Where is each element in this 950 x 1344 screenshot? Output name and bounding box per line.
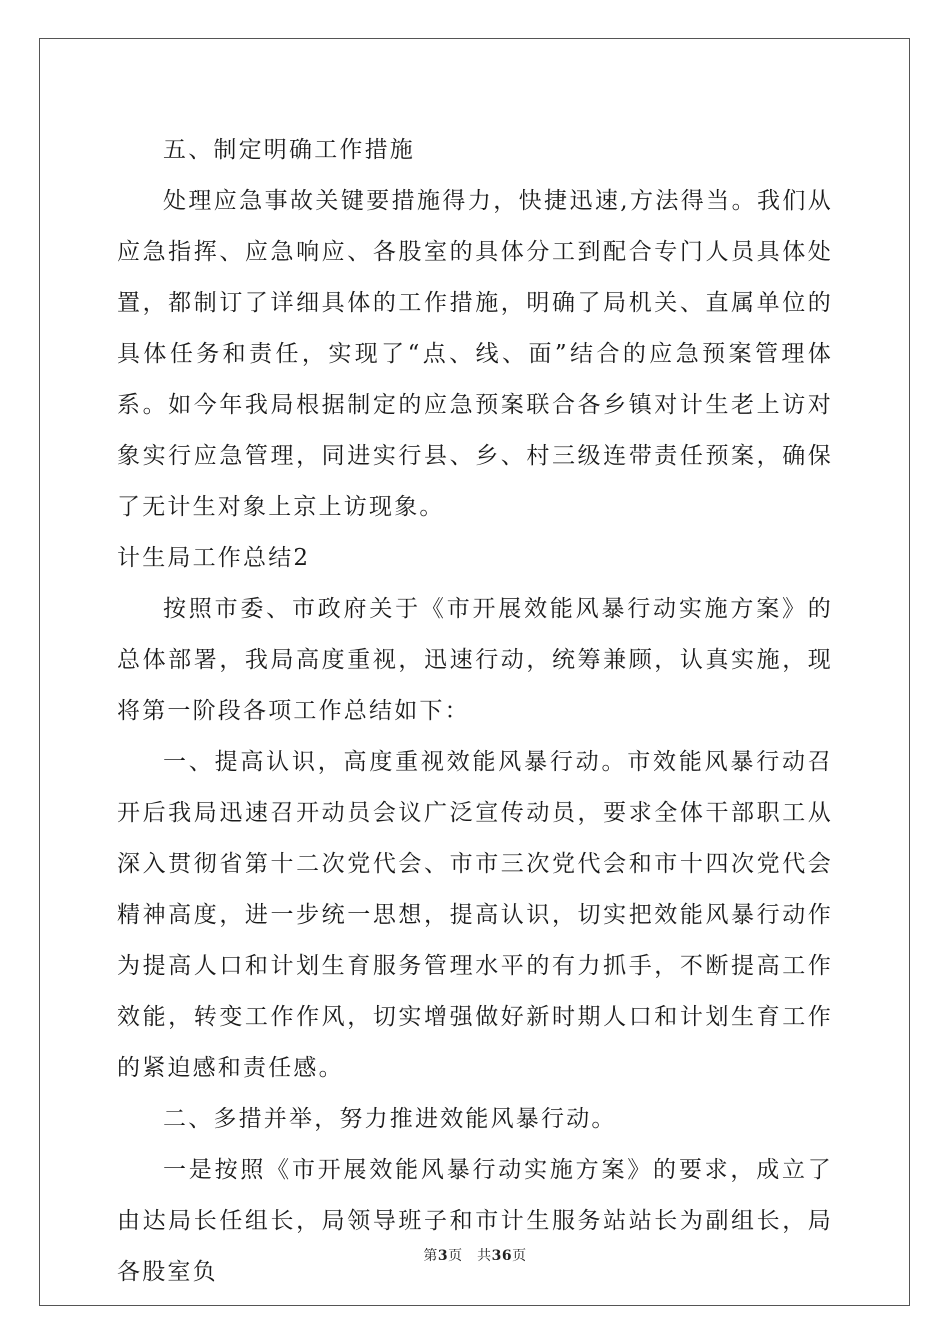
paragraph-section-1: 一、提高认识，高度重视效能风暴行动。市效能风暴行动召开后我局迅速召开动员会议广泛宣传动员，要求全体干部职工从深入贯彻省第十二次党代会、市市三次党代会和市十四次党代会精神高度，进一步统一思想，提高认识，切实把效能风暴行动作为提高人口和计划生育服务管理水平的有力抓手，不断提高工作效能，转变工作作风，切实增强做好新时期人口和计划生育工作的紧迫感和责任感。 (117, 749, 833, 1081)
section-heading-2: 二、多措并举，努力推进效能风暴行动。 (163, 1106, 617, 1132)
page-current-number: 3 (437, 1248, 449, 1264)
paragraph-emergency-measures: 处理应急事故关键要措施得力，快捷迅速,方法得当。我们从应急指挥、应急响应、各股室的具体分工到配合专门人员具体处置，都制订了详细具体的工作措施，明确了局机关、直属单位的具体任务和责任，实现了“点、线、面”结合的应急预案管理体系。如今年我局根据制定的应急预案联合各乡镇对计生老上访对象实行应急管理，同进实行县、乡、村三级连带责任预案，确保了无计生对象上京上访现象。 (117, 188, 833, 520)
page-mid: 页 共 (448, 1248, 492, 1264)
document-title-2: 计生局工作总结2 (117, 545, 311, 571)
page-total-number: 36 (491, 1248, 513, 1264)
page-footer (0, 1245, 950, 1265)
section-heading-5: 五、制定明确工作措施 (163, 137, 415, 163)
document-body (117, 125, 833, 1298)
paragraph-section-2-item-1: 一是按照《市开展效能风暴行动实施方案》的要求，成立了由达局长任组长，局领导班子和市计生服务站站长为副组长，局各股室负 (117, 1157, 833, 1285)
page-suffix: 页 (512, 1248, 527, 1264)
page-prefix: 第 (423, 1248, 438, 1264)
paragraph-introduction: 按照市委、市政府关于《市开展效能风暴行动实施方案》的总体部署，我局高度重视，迅速行动，统筹兼顾，认真实施，现将第一阶段各项工作总结如下： (117, 596, 833, 724)
